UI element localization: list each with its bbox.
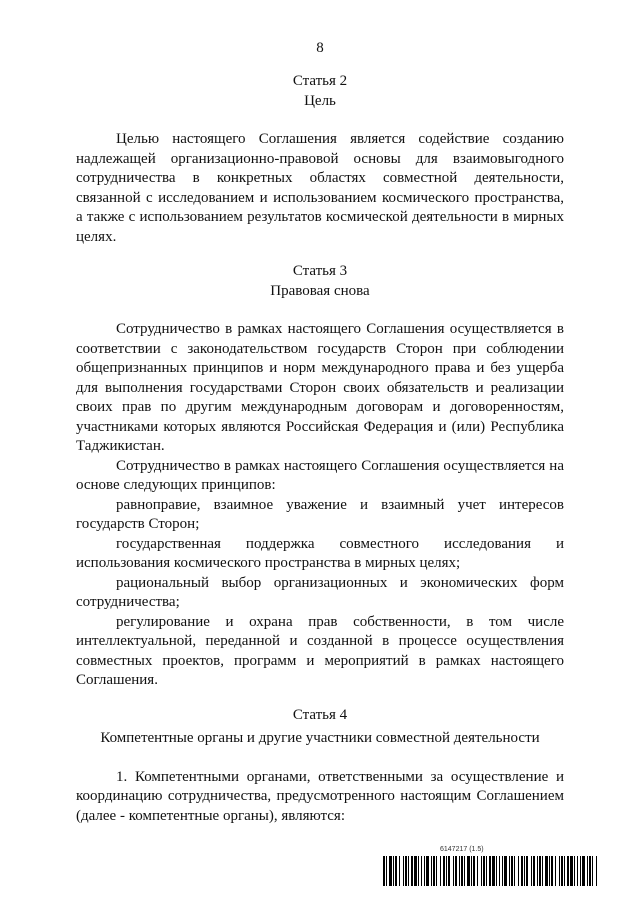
article-2-paragraph: Целью настоящего Соглашения является содействие созданию надлежащей организационно-правовой основы для взаимовыгодного сотрудничества в конкретных областях совместной деятельности, связанной с исследованием и использованием космического пространства, а также с использованием результатов космической деятельности в мирных целях.: [76, 131, 564, 245]
article-4-title: Компетентные органы и другие участники совместной деятельности: [100, 730, 540, 746]
barcode-bar: [448, 856, 450, 886]
barcode-bar: [431, 856, 432, 886]
barcode-bar: [486, 856, 487, 886]
page-number: 8: [316, 40, 324, 56]
barcode-bar: [395, 856, 397, 886]
barcode-bar: [514, 856, 515, 886]
barcode-bar: [592, 856, 593, 886]
barcode-bar: [424, 856, 425, 886]
barcode-bar: [464, 856, 465, 886]
barcode-bar: [567, 856, 569, 886]
article-4-number: Статья 4: [292, 706, 348, 723]
barcode-bar: [405, 856, 407, 886]
barcode-bar: [545, 856, 548, 886]
barcode-bar: [492, 856, 495, 886]
article-3-paragraph-2: Сотрудничество в рамках настоящего Соглашения осуществляется на основе следующих принципов:: [76, 457, 564, 493]
article-3-number: Статья 3: [292, 263, 348, 279]
barcode-bar: [499, 856, 500, 886]
barcode-bar: [531, 856, 532, 886]
article-3-title: Правовая снова: [270, 282, 370, 299]
article-4-paragraph-1: 1. Компетентными органами, ответственными за осуществление и координацию сотрудничества, предусмотренного настоящим Соглашением (далее - компетентные органы), являются:: [76, 768, 564, 824]
document-body: [76, 72, 564, 826]
barcode-bar: [551, 856, 553, 886]
article-2-section: [76, 72, 564, 247]
barcode-bar: [549, 856, 550, 886]
barcode-bar: [570, 856, 573, 886]
barcode-bar: [564, 856, 565, 886]
barcode-bar: [411, 856, 413, 886]
barcode-bar: [524, 856, 525, 886]
barcode-bar: [440, 856, 441, 886]
barcode-bar: [589, 856, 591, 886]
barcode-bar: [393, 856, 394, 886]
barcode-bar: [521, 856, 523, 886]
barcode-bar: [433, 856, 435, 886]
barcode-bar: [574, 856, 575, 886]
barcode-bar: [455, 856, 457, 886]
barcode-bar: [383, 856, 385, 886]
barcode-bar: [537, 856, 538, 886]
barcode-label: 6147217 (1.5): [440, 846, 484, 853]
barcode-bar: [509, 856, 510, 886]
barcode-bar: [481, 856, 482, 886]
article-3-paragraph-1: Сотрудничество в рамках настоящего Соглашения осуществляется в соответствии с законодательством государств Сторон при соблюдении общепризнанных принципов и норм международного права и без ущерба для выполнения государствами Сторон своих обязательств и реализации своих прав по другим международным договорам и договоренностям, участниками которых являются Российская Федерация и (или) Республика Таджикистан.: [76, 321, 564, 454]
barcode-bar: [489, 856, 491, 886]
barcode-bar: [539, 856, 541, 886]
barcode-bar: [559, 856, 560, 886]
document-barcode: [383, 846, 597, 888]
principle-item-1: равноправие, взаимное уважение и взаимный учет интересов государств Сторон;: [76, 496, 564, 532]
barcode-bar: [426, 856, 429, 886]
barcode-bar: [502, 856, 503, 886]
barcode-bar: [471, 856, 472, 886]
barcode-bar: [511, 856, 513, 886]
principle-item-2: государственная поддержка совместного исследования и использования космического пространства в мирных целях;: [76, 535, 564, 571]
barcode-bar: [582, 856, 585, 886]
barcode-bar: [580, 856, 581, 886]
barcode-bar: [483, 856, 485, 886]
article-4-section: [76, 706, 564, 827]
barcode-bar: [421, 856, 422, 886]
barcode-bar: [496, 856, 497, 886]
barcode-bar: [577, 856, 578, 886]
article-3-section: [76, 262, 564, 691]
barcode-bar: [453, 856, 454, 886]
barcode-bar: [418, 856, 419, 886]
barcode-bar: [403, 856, 404, 886]
barcode-bar: [386, 856, 387, 886]
principle-item-3: рациональный выбор организационных и экономических форм сотрудничества;: [76, 574, 564, 610]
barcode-bar: [477, 856, 478, 886]
barcode-bar: [414, 856, 417, 886]
principle-item-4: регулирование и охрана прав собственности, в том числе интеллектуальной, переданной и созданной в процессе осуществления совместных проектов, программ и мероприятий в рамках настоящего Соглашения.: [76, 613, 564, 688]
barcode-bar: [459, 856, 460, 886]
barcode-bar: [561, 856, 563, 886]
barcode-bar: [533, 856, 535, 886]
barcode-bar: [443, 856, 445, 886]
barcode-bar: [389, 856, 392, 886]
barcode-bar: [542, 856, 543, 886]
barcode-bar: [436, 856, 437, 886]
barcode-bar: [467, 856, 470, 886]
article-2-number: Статья 2: [292, 73, 348, 89]
barcode-bar: [596, 856, 597, 886]
barcode-bar: [587, 856, 588, 886]
barcode-bar: [504, 856, 507, 886]
article-2-title: Цель: [304, 92, 336, 109]
barcode-icon: [383, 856, 597, 886]
barcode-bar: [555, 856, 556, 886]
barcode-bar: [518, 856, 519, 886]
barcode-bar: [473, 856, 475, 886]
barcode-bar: [399, 856, 400, 886]
barcode-bar: [446, 856, 447, 886]
barcode-bar: [408, 856, 409, 886]
barcode-bar: [526, 856, 528, 886]
barcode-bar: [461, 856, 463, 886]
